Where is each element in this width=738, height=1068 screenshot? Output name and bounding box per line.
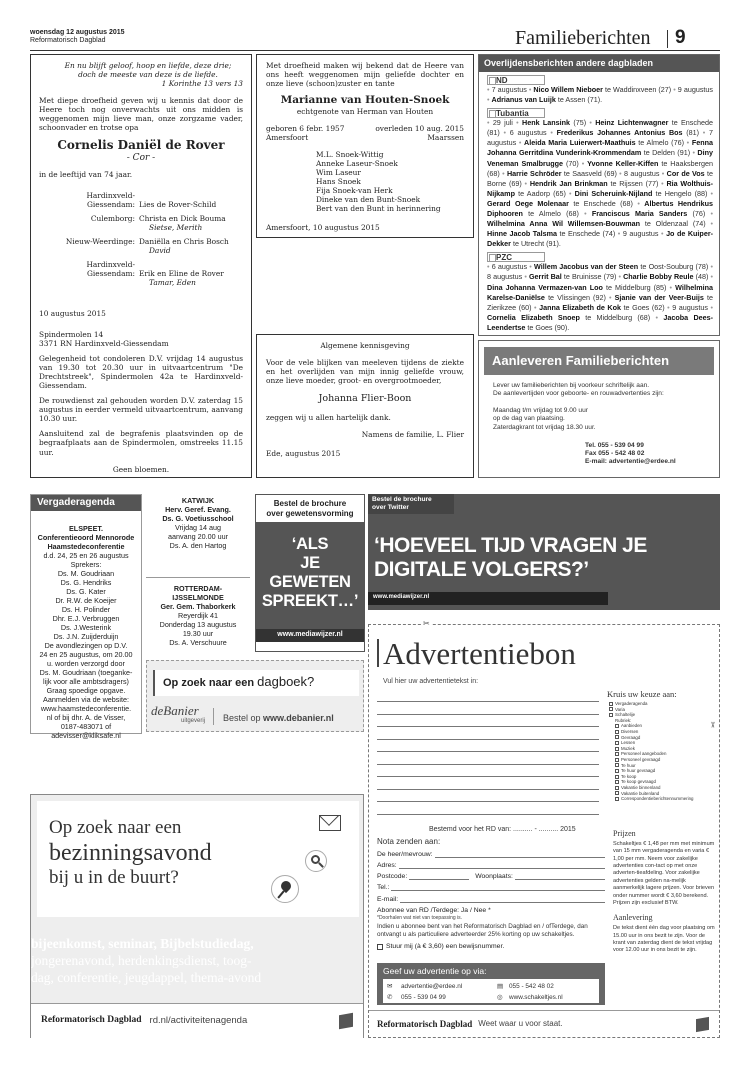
died-date: overleden 10 aug. 2015 — [375, 123, 464, 133]
regions-list — [479, 75, 719, 333]
death-entry: • Wilhelmina Karelse-Daniëlse te Vlissingen (92) — [487, 282, 713, 302]
advbon-footer — [369, 1010, 719, 1037]
agenda-line: De avondlezingen op D.V. — [44, 641, 128, 651]
prices-title: Prijzen — [613, 829, 636, 838]
died-place: Maarssen — [427, 132, 464, 142]
brochure-cta: Bestel de brochure over Twitter — [368, 494, 454, 514]
agenda-line: adevisser@kliksafe.nl — [51, 731, 121, 741]
agenda-line: Ds. H. Polinder — [61, 605, 111, 615]
envelope-icon — [319, 815, 341, 831]
agenda-line: Ds. J.Westerink — [60, 623, 112, 633]
agenda-line: d.d. 24, 25 en 26 augustus — [43, 551, 129, 561]
choose-option[interactable]: Vakantie binnenland — [609, 785, 717, 791]
death-entry: • Yvonne Keller-Kiffen te Haaksbergen (68) — [487, 158, 714, 178]
choose-option[interactable]: Te koop gevraagd — [609, 779, 717, 785]
agenda-column — [30, 494, 142, 741]
choose-option[interactable]: Schaltelije — [609, 712, 717, 718]
fax-icon: ▤ — [497, 982, 504, 990]
issue-date: woensdag 12 augustus 2015 — [30, 29, 125, 36]
advertentiebon — [368, 619, 720, 1038]
agenda-line: Ds. G. Hendriks — [60, 578, 112, 588]
agenda-line: u. worden verzorgd door — [47, 659, 125, 669]
death-entry: • Dina Johanna Vermazen-van Loo te Middelburg (85) — [487, 272, 714, 292]
rd-logo: Reformatorisch Dagblad — [377, 1018, 473, 1029]
deliver-phone: Tel. 055 - 539 04 99 — [585, 441, 644, 449]
notice-text: Voor de vele blijken van meeleven tijdens de ziekte en het overlijden van mijn innig geliefde vrouw, onze lieve moeder, groot- en overgrootmoeder, — [266, 358, 464, 386]
deceased-name: Marianne van Houten-Snoek — [280, 94, 450, 107]
deliver-fax: Fax 055 - 542 48 02 — [585, 450, 645, 458]
born-date: geboren 6 febr. 1957 — [266, 123, 345, 133]
death-entry: • Wilhelmina Anna Wil Willemsen-Bouwman te Oldenzaal (74) — [487, 209, 714, 229]
agenda-line: Ds. M. Goudriaan — [57, 569, 115, 579]
death-entry: • 9 augustus • Jo de Kuiper-Dekker te Utrecht (91). — [487, 229, 714, 249]
obituary-intro: Met diepe droefheid geven wij u kennis dat door de Heere toch nog onverwachts uit ons midden is weggenomen mijn lieve man, onze zorgzame vader, schoonvader en trotse opa — [39, 96, 243, 133]
death-entry: • 29 juli • Henk Lansink (75) — [487, 118, 587, 128]
choose-option[interactable]: Gevraagd — [609, 735, 717, 741]
search-icon — [305, 850, 327, 872]
bezinning-ad[interactable] — [30, 794, 364, 1038]
delivery-text: De tekst dient één dag voor plaatsing om 15.00 uur in ons bezit te zijn. Voor de krant van zaterdag dient de tekst vrijdag voor 12.00 uur in ons bezit te zijn. — [613, 925, 715, 954]
death-entry: • Fenna Johanna Gerritdina Vunderink-Krommendam te Delden (91) — [487, 138, 713, 158]
deliver-panel — [478, 340, 720, 478]
discount-text: Indien u abonnee bent van het Reformatorisch Dagblad en / ofTerdege, dan ontvangt u als particuliere adverteerder 25% korting op uw schakeltjes. — [377, 923, 588, 939]
bezinning-url[interactable]: rd.nl/activiteitenagenda — [149, 1015, 248, 1027]
banier-logo: deBanier — [151, 703, 199, 718]
family-row: Sietse, Merith — [149, 222, 203, 232]
deliver-title: Aanleveren Familieberichten — [484, 347, 714, 375]
banier-divider — [213, 708, 214, 725]
deceased-name: Cornelis Daniël de Rover — [57, 138, 225, 153]
footnote: *Doorhalen wat niet van toepassing is. — [377, 915, 463, 922]
brochure-cta: Bestel de brochure over gewetensvorming — [256, 495, 364, 523]
burial-info: Aansluitend zal de begrafenis plaatsvinden op de begraafplaats aan de Spindermolen, omstreeks 11.15 uur. — [39, 429, 243, 457]
choose-option[interactable]: Varia — [609, 707, 717, 713]
advbon-title: Advertentiebon — [383, 636, 576, 671]
family-row: Hardinxveld- — [86, 190, 135, 200]
verse-reference: 1 Korinthe 13 vers 13 — [161, 79, 243, 89]
death-entry: • Hendrik Jan Brinkman te Rijssen (77) — [521, 178, 659, 188]
family-member: Anneke Laseur-Snoek — [316, 159, 398, 169]
banier-logo-sub: uitgeverij — [181, 718, 206, 724]
spouse-line: echtgenote van Herman van Houten — [296, 106, 434, 116]
agenda-line: nl of bij dhr. A. de Visser, — [46, 713, 126, 723]
death-entry: • Diny Veneman Smalbrugge (70) — [487, 148, 713, 168]
choose-option[interactable]: Correspondentieberichtennummering — [609, 796, 717, 802]
family-row: Culemborg: Christa en Dick Bouma — [90, 213, 226, 223]
other-papers-title: Overlijdensberichten andere dagbladen — [479, 55, 719, 72]
banier-ad[interactable] — [146, 660, 364, 732]
agenda-line: Dr. R.W. de Koeijer — [55, 596, 117, 606]
email-icon: ✉ — [387, 982, 393, 990]
choose-option[interactable]: Lessen — [609, 740, 717, 746]
ad-text-line[interactable] — [377, 751, 599, 752]
choose-option[interactable]: Aanbieden — [609, 723, 717, 729]
family-member: Hans Snoek — [316, 177, 361, 187]
ad-text-line[interactable] — [377, 726, 599, 727]
ad-text-line[interactable] — [377, 701, 599, 702]
thanks-line: zeggen wij u allen hartelijk dank. — [266, 412, 391, 422]
paper-name: Reformatorisch Dagblad — [30, 37, 106, 45]
brochure-twitter-ad[interactable] — [368, 494, 720, 610]
header-separator — [667, 30, 668, 48]
section-title: Familieberichten — [515, 27, 651, 49]
scissors-icon: ✂ — [708, 721, 718, 729]
agenda-line: Sprekers: — [70, 560, 102, 570]
phone-field[interactable]: Tel.: — [377, 882, 605, 893]
notice-closing: Ede, augustus 2015 — [266, 448, 341, 458]
ad-text-line[interactable] — [377, 714, 599, 715]
ad-text-line[interactable] — [377, 776, 599, 777]
choose-options — [609, 701, 717, 802]
ad-text-line[interactable] — [377, 764, 599, 765]
obituary-de-rover — [30, 54, 252, 478]
obituary-intro: Met droefheid maken wij bekend dat de Heere van ons heeft weggenomen mijn geliefde dochter en onze lieve (schoon)zuster en tante — [266, 61, 464, 89]
death-entry: • Janna Elizabeth de Kok te Goes (62) — [531, 302, 665, 312]
contact-web[interactable]: www.schakeltjes.nl — [509, 993, 563, 1001]
contact-email[interactable]: advertentie@erdee.nl — [401, 982, 463, 990]
family-row: Giessendam: Lies de Rover-Schild — [87, 199, 217, 209]
family-row: David — [149, 246, 171, 255]
region-entries — [479, 118, 719, 249]
places-row — [266, 133, 464, 142]
advbon-subtitle: Vul hier uw advertentietekst in: — [383, 678, 479, 685]
family-member: M.L. Snoek-Wittig — [316, 149, 384, 159]
deliver-email[interactable]: E-mail: advertentie@erdee.nl — [585, 458, 676, 466]
choose-option[interactable]: Vakantie buitenland — [609, 791, 717, 797]
agenda-katwijk: KATWIJK Herv. Geref. Evang. Ds. G. Voetiusschool Vrijdag 14 aug aanvang 20.00 uur Ds. A. den Hartog — [146, 494, 250, 578]
bezinning-footer — [31, 1003, 363, 1038]
obituary-closing: Amersfoort, 10 augustus 2015 — [266, 223, 380, 233]
family-member: Wim Laseur — [316, 168, 361, 178]
page-number: 9 — [675, 27, 686, 48]
ad-text-line[interactable] — [377, 814, 599, 815]
banier-headline: Op zoek naar een dagboek? — [153, 670, 359, 696]
family-member: Dineke van den Bunt-Snoek — [316, 195, 421, 205]
contact-title: Geef uw advertentie op via: — [383, 966, 487, 976]
death-entry: • 7 augustus • Nico Willem Nieboer te Waddinxveen (27) — [487, 84, 672, 94]
death-entry: • Albertus Hendrikus Diphooren te Almelo (68) — [487, 198, 713, 218]
death-entry: • 8 augustus • Gerrit Bal te Bruinisse (79) — [487, 262, 714, 282]
prices-text: Schakeltjes € 1,48 per mm met minimum van 15 mm vergaderagenda en varia € 1,00 per mm. Neem voor zakelijke advertenties con-tact op met onze adverten-tieafdeling. Voor zakelijke advertenties gelden na-melijk aanmerkelijk lagere prijzen. Voor brieven onder nummer wordt € 3,60 berekend. Prijzen zijn exclusief BTW. — [613, 840, 715, 906]
family-member: Fija Snoek-van Herk — [316, 186, 393, 196]
target-date[interactable]: Bestemd voor het RD van: .......... - .......... 2015 — [429, 826, 576, 833]
death-entry: • 9 augustus • Adrianus van Luijk te Assen (71). — [487, 84, 714, 105]
deceased-nickname: - Cor - — [126, 152, 156, 163]
death-entry: • Gerard Oege Molenaar te Enschede (68) — [487, 188, 714, 208]
delivery-title: Aanlevering — [613, 913, 653, 923]
deliver-text: Zaterdagkrant tot vrijdag 18.30 uur. — [493, 423, 596, 431]
address-line-2: 3371 RN Hardinxveld-Giessendam — [39, 339, 169, 349]
rd-logo: Reformatorisch Dagblad — [41, 1015, 142, 1026]
family-list — [266, 150, 464, 213]
region-label: PZC — [487, 252, 545, 262]
deceased-name: Johanna Flier-Boon — [318, 393, 412, 405]
born-place: Amersfoort — [266, 132, 309, 142]
death-entry: • Charlie Bobby Reule (48) — [616, 272, 709, 282]
email-field[interactable]: E-mail: — [377, 894, 605, 905]
choose-option[interactable]: Rubriek: — [615, 717, 632, 723]
dates-row — [266, 124, 464, 133]
brochure-url[interactable]: www.mediawijzer.nl — [256, 629, 364, 642]
death-entry: • 9 augustus • Cornelia Elizabeth Snoep te Middelburg (68) — [487, 302, 713, 322]
sender-title: Nota zenden aan: — [377, 837, 441, 846]
verse-line-2: doch de meeste van deze is de liefde. — [78, 70, 218, 80]
death-entry: • Heinz Lichtenwagner te Enschede (81) — [487, 118, 713, 138]
choose-option[interactable]: Vergaderagenda — [609, 701, 717, 707]
agenda-line: Dhr. E.J. Verbruggen — [52, 614, 120, 624]
choose-option[interactable]: Diversen — [609, 729, 717, 735]
rd-mark-icon — [696, 1016, 709, 1031]
death-entry: • Sjanie van der Veer-Buijs te Zierikzee (60) — [487, 292, 713, 312]
agenda-line: Ds. G. Kater — [66, 587, 106, 597]
deliver-text: Maandag t/m vrijdag tot 9.00 uur — [493, 407, 588, 415]
deceased-age: in de leeftijd van 74 jaar. — [39, 169, 133, 179]
region-entries — [479, 262, 719, 333]
obituary-van-houten — [256, 54, 474, 238]
service-info: De rouwdienst zal gehouden worden D.V. zaterdag 15 augustus in eerder vermeld uitvaartcentrum, aanvang 10.30 uur. — [39, 396, 243, 424]
agenda-line: Aanmelden via de website: — [43, 695, 129, 705]
agenda-line: Ds. M. Goudriaan (toeganke- — [39, 668, 133, 678]
choose-option[interactable]: Muziek — [609, 746, 717, 752]
globe-icon: ◎ — [497, 993, 503, 1001]
title-bar — [377, 639, 379, 667]
choose-option[interactable]: Te koop — [609, 774, 717, 780]
brochure-poster: ‘ALS JE GEWETEN SPREEKT…’ — [256, 523, 364, 629]
region-label: Tubantia — [487, 108, 545, 118]
bezinning-headline: Op zoek naar een bezinningsavond bij u in de buurt? — [49, 817, 212, 888]
agenda-line: www.haamstedeconferentie. — [40, 704, 132, 714]
obituary-date: 10 augustus 2015 — [39, 309, 106, 319]
contact-phone: 055 - 539 04 99 — [401, 993, 446, 1001]
deliver-text: Lever uw familieberichten bij voorkeur schriftelijk aan. — [493, 381, 650, 389]
postcode-field[interactable]: Postcode: Woonplaats: — [377, 871, 605, 882]
death-entry: • Hinne Jacob Talsma te Enschede (74) — [487, 219, 714, 239]
rd-tagline: Weet waar u voor staat. — [478, 1019, 563, 1029]
contact-box — [377, 963, 605, 1005]
prices-info — [613, 829, 717, 955]
brochure-geweten-ad[interactable] — [255, 494, 365, 652]
ad-text-line[interactable] — [377, 789, 599, 790]
agenda-line: Graag spoedige opgave. — [46, 686, 126, 696]
sender-form — [377, 837, 605, 951]
agenda-rotterdam: ROTTERDAM- IJSSELMONDE Ger. Gem. Thaborkerk Reyerdijk 41 Donderdag 13 augustus 19.30 uur Ds. A. Verschuure — [159, 584, 237, 647]
family-list — [39, 191, 243, 287]
other-papers-panel — [478, 54, 720, 336]
flowers-note: Geen bloemen. — [112, 464, 170, 474]
family-row: Nieuw-Weerdinge: Daniëlla en Chris Bosch — [65, 236, 229, 246]
agenda-line: Ds. J.N. Zuijderduijn — [53, 632, 119, 642]
pin-icon — [271, 875, 299, 903]
header-rule — [30, 50, 720, 51]
death-entry: • Jacoba Dees-Leendertse te Goes (90). — [487, 312, 714, 332]
signed-by: Namens de familie, L. Flier — [361, 429, 464, 439]
choose-option[interactable]: Personeel aangeboden — [609, 751, 717, 757]
scissors-icon: ✂ — [423, 619, 430, 628]
brochure-headline: ‘HOEVEEL TIJD VRAGEN JE DIGITALE VOLGERS?’ — [374, 534, 647, 581]
region-entries — [479, 85, 719, 105]
family-row: Tamar, Eden — [149, 278, 196, 288]
verse-line-1: En nu blijft geloof, hoop en liefde, deze drie; — [64, 61, 232, 70]
name-field[interactable]: De heer/mevrouw: — [377, 849, 605, 860]
ad-text-line[interactable] — [377, 739, 599, 740]
agenda-line: 24 en 25 augustus, om 20.00 — [39, 650, 133, 660]
death-entry: • 6 augustus • Frederikus Johannes Antonius Bos (81) — [499, 128, 700, 138]
deliver-text: op de dag van plaatsing. — [493, 415, 565, 423]
family-row: Hardinxveld- — [86, 260, 135, 270]
death-entry: • 8 augustus • Cor de Vos te Borne (69) — [487, 168, 713, 188]
brochure-url[interactable]: www.mediawijzer.nl — [368, 592, 608, 605]
death-entry: • 7 augustus • Aleida Maria Luierwert-Maathuis te Almelo (76) — [487, 128, 714, 148]
banier-cta[interactable]: Bestel op www.debanier.nl — [223, 713, 334, 723]
address-line-1: Spindermolen 14 — [39, 330, 104, 340]
family-row: Giessendam: Erik en Eline de Rover — [87, 269, 224, 279]
ad-text-line[interactable] — [377, 801, 599, 802]
death-entry: • Harrie Schröder te Saasveld (69) — [499, 168, 617, 178]
rd-mark-icon — [339, 1013, 353, 1029]
choose-option[interactable]: Personeel gevraagd — [609, 757, 717, 763]
death-entry: • Ria Wolthuis-Nijkamp te Aadorp (65) — [487, 178, 714, 198]
bezinning-words: bijeenkomst, seminar, Bijbelstudiedag, jongerenavond, herdenkingsdienst, toog- dag, conferentie, jeugdappel, thema-avond — [31, 936, 262, 985]
condolence-info: Gelegenheid tot condoleren D.V. vrijdag 14 augustus van 19.30 tot 20.30 uur in uitvaartcentrum "De Drechtstreek", Spindermolen 42a te Hardinxveld-Giessendam. — [39, 354, 243, 391]
agenda-line: lijk voor alle ambtsdragers) — [43, 677, 129, 687]
notice-title: Algemene kennisgeving — [320, 341, 410, 350]
subscriber-field[interactable]: Abonnee van RD /Terdege: Ja / Nee * — [377, 906, 491, 914]
agenda-elspeet: ELSPEET. Conferentieoord Mennorode Haamstedeconferentie d.d. 24, 25 en 26 augustus Sprekers: Ds. M. Goudriaan Ds. G. Hendriks Ds. G. Kater Dr. R.W. de Koeijer Ds. H. Polinder Dhr. E.J. Verbruggen Ds. J.Westerink Ds. J.N. Zuijderduijn De avondlezingen op D.V. 24 en 25 augustus, om 20.00 u. worden verzorgd door Ds. M. Goudriaan (toeganke- lijk voor alle ambtsdragers) Graag spoedige opgave. Aanmelden via de website: www.haamstedeconferentie. nl of bij dhr. A. de Visser, 0187-483071 of adevisser@kliksafe.nl — [31, 511, 141, 740]
choose-option[interactable]: Te huur — [609, 763, 717, 769]
header-meta — [30, 29, 125, 46]
choose-title: Kruis uw keuze aan: — [607, 689, 677, 699]
death-entry: • Franciscus Maria Sanders (76) — [578, 209, 706, 218]
phone-icon: ✆ — [387, 993, 393, 1001]
death-entry: • 6 augustus • Willem Jacobus van der Steen te Oost-Souburg (78) — [487, 262, 709, 272]
deliver-text: De aanlevertijden voor geboorte- en rouwadvertenties zijn: — [493, 390, 664, 398]
thanks-notice — [256, 334, 474, 478]
agenda-title: Vergaderagenda — [31, 495, 141, 511]
address-field[interactable]: Adres: — [377, 860, 605, 871]
contact-fax: 055 - 542 48 02 — [509, 982, 554, 990]
region-label: ND — [487, 75, 545, 85]
family-member: Bert van den Bunt in herinnering — [316, 204, 441, 214]
choose-option[interactable]: Te huur gevraagd — [609, 768, 717, 774]
agenda-line: 0187-483071 of — [60, 722, 112, 732]
proof-checkbox[interactable]: Stuur mij (à € 3,60) een bewijsnummer. — [377, 943, 605, 951]
death-entry: • Dini Scheruink-Nijland te Hengelo (88) — [565, 188, 708, 198]
